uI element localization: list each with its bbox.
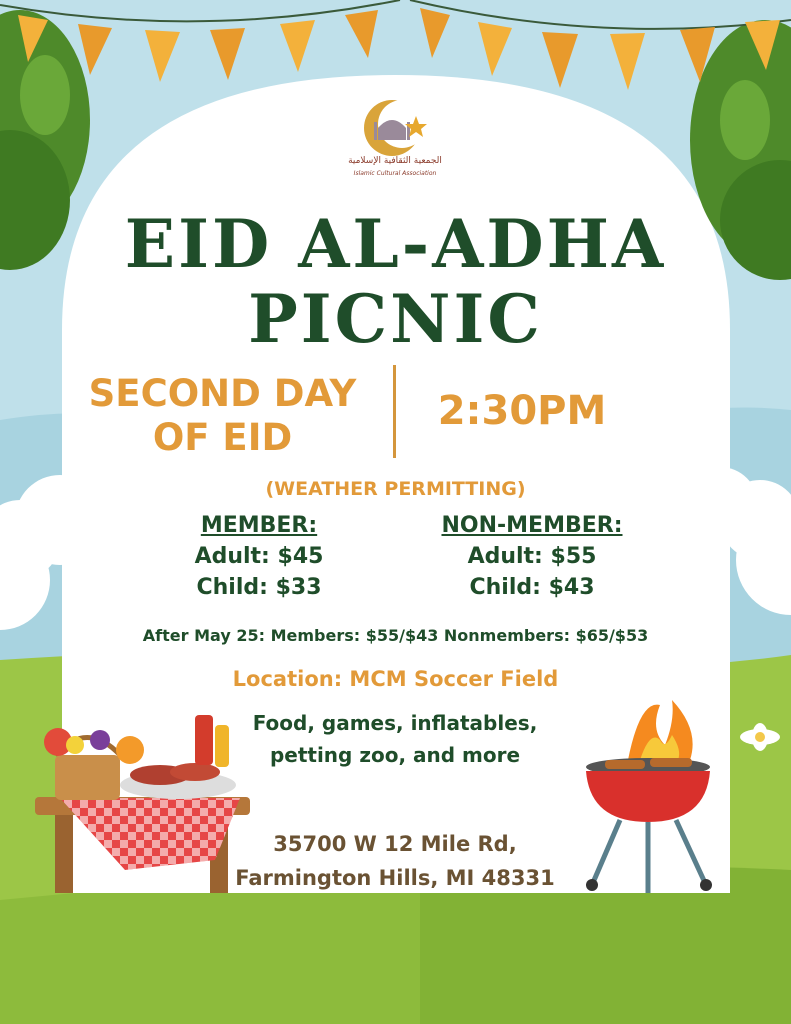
logo-arabic-text: الجمعية الثقافية الإسلامية: [348, 156, 442, 166]
event-activities: Food, games, inflatables, petting zoo, and more: [252, 711, 538, 767]
non-member-adult-price: Adult: $55: [467, 544, 597, 569]
page-title-line1: EID AL-ADHA: [124, 205, 667, 283]
non-member-header: NON-MEMBER:: [441, 513, 623, 538]
non-member-pricing: [412, 510, 652, 603]
after-date-pricing: After May 25: Members: $55/$43 Nonmembers: $65/$53: [142, 626, 649, 645]
logo-english-text: Islamic Cultural Association: [353, 170, 437, 177]
address-line1: 35700 W 12 Mile Rd,: [273, 832, 517, 856]
member-header: MEMBER:: [200, 513, 318, 538]
event-address: [200, 827, 590, 895]
member-pricing: [139, 510, 379, 603]
event-location: Location: MCM Soccer Field: [232, 667, 559, 691]
member-adult-price: Adult: $45: [194, 544, 324, 569]
divider: [393, 365, 396, 458]
page-title-line2: PICNIC: [248, 280, 543, 358]
event-day: SECOND DAY OF EID: [88, 372, 357, 459]
address-line2: Farmington Hills, MI 48331: [235, 866, 555, 890]
event-time: 2:30PM: [437, 388, 607, 434]
weather-note: (WEATHER PERMITTING): [265, 478, 526, 500]
member-child-price: Child: $33: [196, 575, 322, 600]
non-member-child-price: Child: $43: [469, 575, 595, 600]
